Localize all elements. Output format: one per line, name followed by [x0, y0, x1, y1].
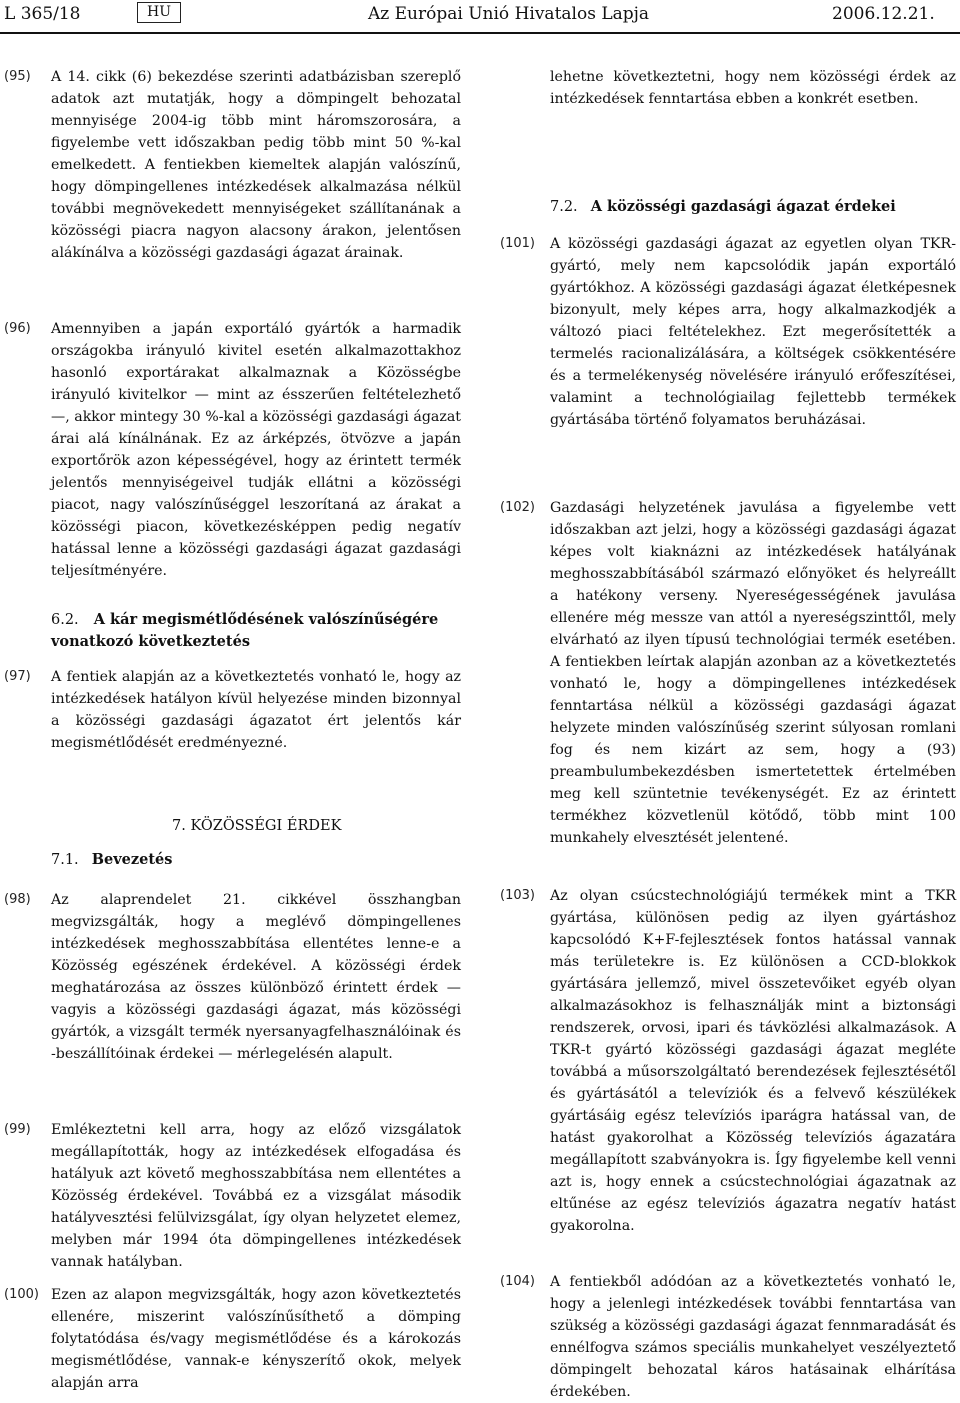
section-title: Bevezetés — [91, 851, 173, 868]
journal-title: Az Európai Unió Hivatalos Lapja — [368, 4, 650, 24]
paragraph-number: (97) — [4, 669, 31, 684]
paragraph-99: Emlékeztetni kell arra, hogy az előző vizsgálatok megállapították, hogy az intézkedések elfogadása és hatályuk azt követő meghosszabbítása nem ellentétes a Közösség érdekével. Továbbá ez a vizsgálat második hatályvesztési felülvizsgálat, így olyan helyzetet elemez, melyben már 1994 óta dömpingellenes intézkedések vannak hatályban. — [51, 1122, 461, 1270]
paragraph-96: Amennyiben a japán exportáló gyártók a harmadik országokba irányuló kivitel esetén alkalmazottakhoz hasonló exportárakat alkalmaznak a Közösségbe irányuló kivitelkor — mint az ésszerűen feltételezhető —, akkor mintegy 30 %-kal a közösségi gazdasági ágazat árai alá kínálnának. Ez az árképzés, ötvözve a japán exportőrök azon képességével, hogy az érintett termék jelentős mennyiségeivel tudják ellátni a közösségi piacot, nagy valószínűséggel leszorítaná az árakat a közösségi piacon, következésképpen pedig negatív hatással lenne a közösségi gazdasági ágazat gazdasági teljesítményére. — [51, 321, 461, 579]
section-number: 7.2. — [550, 199, 578, 215]
paragraph-100-continued: lehetne következtetni, hogy nem közösségi érdek az intézkedések fenntartása ebben a konkrét esetben. — [550, 69, 956, 107]
section-number: 6.2. — [51, 612, 79, 628]
page-number: L 365/18 — [4, 4, 81, 24]
paragraph-number: (102) — [500, 500, 535, 515]
section-title: A kár megismétlődésének valószínűségére vonatkozó következtetés — [51, 611, 439, 650]
language-badge: HU — [137, 2, 181, 23]
paragraph-104: A fentiekből adódóan az a következtetés vonható le, hogy a jelenlegi intézkedések további fenntartása van szükség a közösségi gazdasági ágazat fennmaradását és ennélfogva számos speciális munkahelyet veszélyeztető dömpingelt behozatal káros hatásainak elhárítása érdekében. — [550, 1274, 956, 1400]
paragraph-number: (96) — [4, 321, 31, 336]
paragraph-number: (98) — [4, 892, 31, 907]
paragraph-number: (95) — [4, 69, 31, 84]
paragraph-number: (104) — [500, 1274, 535, 1289]
paragraph-97: A fentiek alapján az a következtetés vonható le, hogy az intézkedések hatályon kívül helyezése minden bizonnyal a közösségi gazdasági ágazatot ért jelentős kár megismétlődését eredményezné. — [51, 669, 461, 751]
section-number: 7.1. — [51, 852, 79, 868]
paragraph-102: Gazdasági helyzetének javulása a figyelembe vett időszakban azt jelzi, hogy a közösségi gazdasági ágazat képes volt kiaknázni az intézkedések hatályának meghosszabbításából származó előnyöket és helyreállt a hatékony verseny. Nyereségességének javulása ellenére még messze van attól a nyereségszinttől, mely elvárható az ilyen típusú technológiai termék esetében. A fentiekben leírtak alapján azonban az a következtetés vonható le, hogy a dömpingellenes intézkedések fenntartása nélkül a közösségi gazdasági ágazat helyzete minden valószínűség szerint súlyosan romlani fog és nem kizárt az sem, hogy a (93) preambulumbekezdésben ismertetettek értelmében meg kell szüntetnie tevékenységét. Ez az érintett termékhez közvetlenül kötődő, több mint 100 munkahely elvesztését jelentené. — [550, 500, 956, 846]
paragraph-number: (99) — [4, 1122, 31, 1137]
section-heading-6-2 — [51, 609, 461, 653]
paragraph-number: (101) — [500, 236, 535, 251]
paragraph-101: A közösségi gazdasági ágazat az egyetlen olyan TKR-gyártó, mely nem kapcsolódik japán exportáló gyártókhoz. A közösségi gazdasági ágazat életképesnek bizonyult, mely képes arra, hogy alkalmazkodjék a változó piaci feltételekhez. Ezt megerősítették a termelés racionalizálására, a költségek csökkentésére és a termelékenység növelésére irányuló erőfeszítései, valamint a technológiailag fejlettebb termékek gyártásába történő folyamatos beruházásai. — [550, 236, 956, 428]
paragraph-number: (100) — [4, 1287, 39, 1302]
section-heading-7-2 — [550, 196, 896, 218]
chapter-heading: 7. KÖZÖSSÉGI ÉRDEK — [172, 818, 342, 834]
paragraph-number: (103) — [500, 888, 535, 903]
header-rule — [0, 32, 960, 34]
paragraph-95: A 14. cikk (6) bekezdése szerinti adatbázisban szereplő adatok azt mutatják, hogy a dömpingelt behozatal mennyisége 2004-ig több mint háromszorosára, a figyelembe vett időszakban pedig több mint 50 %-kal emelkedett. A fentiekben kiemeltek alapján valószínű, hogy dömpingellenes intézkedések alkalmazása nélkül további megnövekedett mennyiségeket szállítanának a közösségi piacra nagyon alacsony árakon, jelentősen alákínálva a közösségi gazdasági ágazat árainak. — [51, 69, 461, 261]
section-title: A közösségi gazdasági ágazat érdekei — [590, 198, 896, 215]
page-header — [0, 0, 960, 30]
paragraph-103: Az olyan csúcstechnológiájú termékek mint a TKR gyártása, különösen pedig az ilyen gyártáshoz kapcsolódó K+F-fejlesztések fontos hatással vannak más területekre is. Ez különösen a CCD-blokkok gyártására jellemző, mivel összetevőiket egyéb olyan alkalmazásokhoz is felhasználják mint a biztonsági rendszerek, orvosi, ipari és távközlési alkalmazások. A TKR-t gyártó közösségi gazdasági ágazat megléte továbbá a műsorszolgáltató berendezések fejlesztésétől és gyártásától a televíziók és a felvevő készülékek gyártásáig egész televíziós iparágra hatással van, de hatást gyakorolhat a Közösség televíziós ágazatára megállapított szabványokra is. Így figyelembe kell venni azt is, hogy ennek a csúcstechnológiai ágazatnak az eltűnése az egész televíziós ágazatra negatív hatást gyakorolna. — [550, 888, 956, 1234]
section-heading-7-1 — [51, 849, 172, 871]
paragraph-98: Az alaprendelet 21. cikkével összhangban megvizsgálták, hogy a meglévő dömpingellenes intézkedések meghosszabbítása ellentétes lenne-e a Közösség egészének érdekével. A közösségi érdek meghatározása az összes különböző érintett érdek — vagyis a közösségi gazdasági ágazat, más közösségi gyártók, a vizsgált termék nyersanyagfelhasználóinak és -beszállítóinak érdekei — mérlegelésén alapult. — [51, 892, 461, 1062]
paragraph-100: Ezen az alapon megvizsgálták, hogy azon következtetés ellenére, miszerint valószínűsíthető a dömping folytatódása és/vagy megismétlődése és a károkozás megismétlődése, vannak-e kényszerítő okok, melyek alapján arra — [51, 1287, 461, 1391]
issue-date: 2006.12.21. — [832, 4, 935, 24]
